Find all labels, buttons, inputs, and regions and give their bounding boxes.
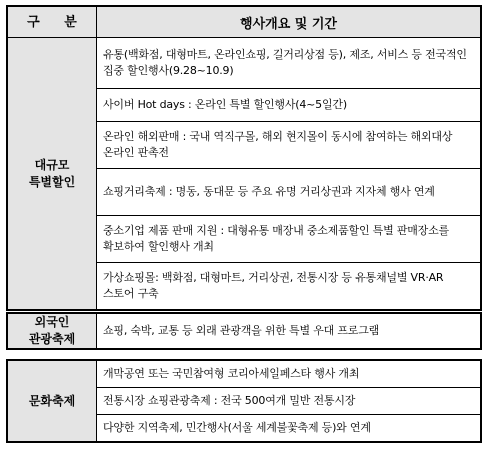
category-culture-festival: 문화축제 — [7, 360, 97, 442]
category-large-scale-sale — [7, 38, 97, 311]
table-header-row — [7, 6, 481, 38]
row-description: 개막공연 또는 국민참여형 코리아세일페스타 행사 개최 — [97, 360, 482, 388]
category-foreign-tourism — [7, 313, 97, 349]
row-description: 쇼핑, 숙박, 교통 등 외래 관광객을 위한 특별 우대 프로그램 — [97, 313, 482, 349]
table-row — [7, 360, 481, 388]
category-label: 외국인 — [34, 315, 70, 329]
category-label: 대규모 — [34, 157, 70, 172]
row-description: 다양한 지역축제, 민간행사(서울 세계불꽃축제 등)와 연계 — [97, 415, 482, 443]
row-description: 전통시장 쇼핑관광축제 : 전국 500여개 밀반 전통시장 — [97, 388, 482, 415]
row-description: 온라인 해외판매 : 국내 역직구몰, 해외 현지몰이 동시에 참여하는 해외대상 온라인 판촉전 — [97, 122, 482, 169]
table-row — [7, 38, 481, 89]
row-description: 가상쇼핑몰: 백화점, 대형마트, 거리상권, 전통시장 등 유통채널별 VR·AR 스토어 구축 — [97, 263, 482, 311]
row-description: 쇼핑거리축제 : 명동, 동대문 등 주요 유명 거리상권과 지자체 행사 연계 — [97, 169, 482, 216]
row-description: 사이버 Hot days : 온라인 특별 할인행사(4~5일간) — [97, 89, 482, 122]
event-table-culture — [6, 359, 482, 443]
category-label: 특별할인 — [28, 174, 76, 189]
event-table-tourism — [6, 312, 482, 350]
header-category: 구 분 — [7, 6, 97, 38]
header-overview: 행사개요 및 기간 — [97, 6, 482, 38]
category-label: 관광축제 — [28, 332, 76, 346]
row-description: 중소기업 제품 판매 지원 : 대형유통 매장내 중소제품할인 특별 판매장소를 확보하여 할인행사 개최 — [97, 216, 482, 263]
row-description: 유통(백화점, 대형마트, 온라인쇼핑, 길거리상점 등), 제조, 서비스 등 전국적인 집중 할인행사(9.28~10.9) — [97, 38, 482, 89]
table-row — [7, 313, 481, 349]
event-table-main — [6, 5, 482, 311]
